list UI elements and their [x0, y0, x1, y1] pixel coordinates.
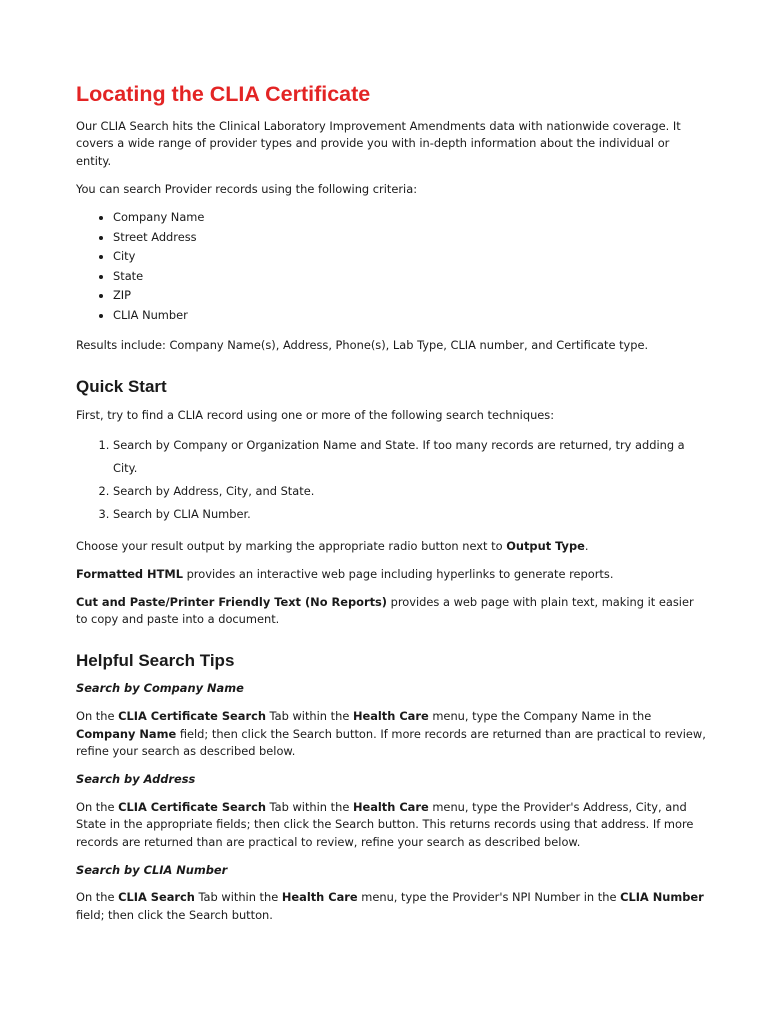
- tip-text: On the: [76, 890, 119, 905]
- tip-term: CLIA Search: [118, 890, 195, 905]
- tip-term: Health Care: [352, 708, 429, 723]
- address-subheading: Search by Address: [76, 771, 196, 786]
- clia-number-subheading: Search by CLIA Number: [76, 862, 228, 877]
- results-paragraph: Results include: Company Name(s), Address, Phone(s), Lab Type, CLIA number, and Certificate type.: [76, 338, 649, 353]
- tip-text: Tab within the: [265, 799, 353, 814]
- address-paragraph: [76, 799, 706, 852]
- cut-paste-term: Cut and Paste/Printer Friendly Text (No Reports): [76, 594, 388, 609]
- output-type-paragraph: [76, 538, 706, 556]
- tip-text: field; then click the Search button. If more records are returned than are practical to review, refine your search as described below.: [76, 726, 706, 759]
- criteria-list: [76, 208, 706, 325]
- search-tips-heading: Helpful Search Tips: [76, 650, 235, 670]
- quick-start-heading: Quick Start: [76, 377, 167, 397]
- tip-text: On the: [76, 708, 119, 723]
- list-item: 3. Search by CLIA Number.: [113, 503, 706, 526]
- cut-paste-text: provides a web page with plain text, making it easier to copy and paste into a document.: [76, 594, 694, 627]
- cut-paste-paragraph: [76, 594, 706, 629]
- formatted-html-paragraph: [76, 566, 706, 584]
- tip-text: Tab within the: [265, 708, 353, 723]
- list-item: • Street Address: [113, 228, 706, 248]
- tip-text: menu, type the Provider's Address, City, and State in the appropriate fields; then click the Search button. This returns records using that address. If more records are returned than are practical to review, refine your search as described below.: [76, 799, 694, 849]
- list-item: 1. Search by Company or Organization Name and State. If too many records are returned, try adding a City.: [113, 434, 706, 480]
- formatted-html-term: Formatted HTML: [76, 566, 183, 581]
- tip-text: On the: [76, 799, 119, 814]
- steps-list: [76, 434, 706, 526]
- clia-number-paragraph: [76, 889, 706, 924]
- tip-term: Health Care: [352, 799, 429, 814]
- tip-term: CLIA Certificate Search: [118, 799, 266, 814]
- company-name-subheading: Search by Company Name: [76, 681, 244, 696]
- tip-term: Health Care: [281, 890, 358, 905]
- output-type-term: Output Type: [506, 539, 585, 554]
- list-item: • State: [113, 267, 706, 287]
- tip-term: CLIA Number: [620, 890, 704, 905]
- tip-term: CLIA Certificate Search: [118, 708, 266, 723]
- list-item: • Company Name: [113, 208, 706, 228]
- page-title: Locating the CLIA Certificate: [76, 82, 371, 106]
- company-name-paragraph: [76, 708, 706, 761]
- formatted-html-text: provides an interactive web page including hyperlinks to generate reports.: [182, 566, 614, 581]
- list-item: • CLIA Number: [113, 306, 706, 326]
- list-item: 2. Search by Address, City, and State.: [113, 480, 706, 503]
- output-type-text: Choose your result output by marking the appropriate radio button next to: [76, 539, 507, 554]
- tip-text: field; then click the Search button.: [76, 908, 273, 923]
- tip-term: Company Name: [76, 726, 177, 741]
- tip-text: menu, type the Company Name in the: [428, 708, 652, 723]
- list-item: • City: [113, 247, 706, 267]
- criteria-intro: You can search Provider records using the following criteria:: [76, 181, 418, 196]
- tip-text: Tab within the: [194, 890, 282, 905]
- intro-paragraph: Our CLIA Search hits the Clinical Laboratory Improvement Amendments data with nationwide coverage. It covers a wide range of provider types and provide you with in-depth information about the individual or entity.: [76, 118, 681, 169]
- output-type-end: .: [584, 539, 589, 554]
- list-item: • ZIP: [113, 286, 706, 306]
- tip-text: menu, type the Provider's NPI Number in the: [357, 890, 621, 905]
- quick-start-intro: First, try to find a CLIA record using one or more of the following search techniques:: [76, 407, 555, 422]
